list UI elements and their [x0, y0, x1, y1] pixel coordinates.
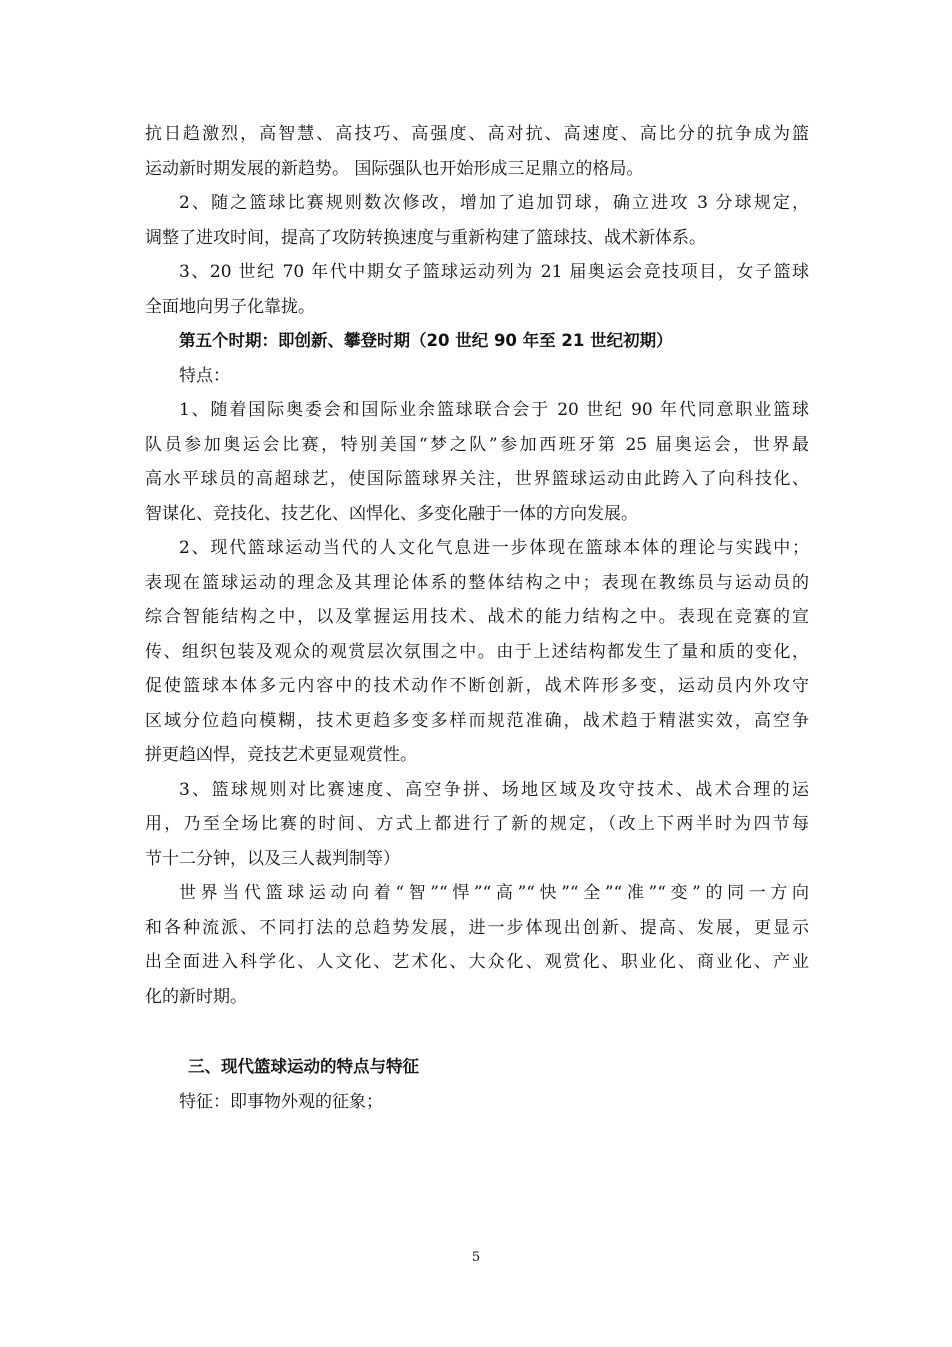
paragraph-line: 和各种流派、不同打法的总趋势发展，进一步体现出创新、提高、发展，更显示: [145, 917, 809, 938]
paragraph-line: 用，乃至全场比赛的时间、方式上都进行了新的规定，（改上下两半时为四节每: [145, 814, 809, 834]
paragraph-line: 调整了进攻时间，提高了攻防转换速度与重新构建了篮球技、战术新体系。: [145, 227, 706, 248]
document-body: [145, 117, 809, 1119]
paragraph-line: 全面地向男子化靠拢。: [145, 296, 315, 317]
paragraph-line: 1、随着国际奥委会和国际业余篮球联合会于 20 世纪 90 年代同意职业篮球: [179, 400, 809, 420]
paragraph-line: 高水平球员的高超球艺，使国际篮球界关注，世界篮球运动由此跨入了向科技化、: [145, 469, 809, 489]
paragraph-line: 2、随之篮球比赛规则数次修改，增加了追加罚球，确立进攻 3 分球规定，: [179, 193, 809, 213]
paragraph-line: 智谋化、竞技化、技艺化、凶悍化、多变化融于一体的方向发展。: [145, 503, 638, 524]
paragraph-line: 化的新时期。: [145, 986, 247, 1007]
paragraph-line: 3、篮球规则对比赛速度、高空争拼、场地区域及攻守技术、战术合理的运: [179, 779, 809, 800]
features-label: 特点：: [179, 365, 230, 386]
paragraph-line: 拼更趋凶悍，竞技艺术更显观赏性。: [145, 745, 417, 765]
paragraph-line: 队员参加奥运会比赛，特别美国“梦之队”参加西班牙第 25 届奥运会，世界最: [145, 434, 809, 455]
paragraph-line: 2、现代篮球运动当代的人文化气息进一步体现在篮球本体的理论与实践中；: [179, 538, 809, 558]
paragraph-line: 综合智能结构之中，以及掌握运用技术、战术的能力结构之中。表现在竞赛的宣: [145, 607, 809, 627]
paragraph-line: 世界当代篮球运动向着“智”“悍”“高”“快”“全”“准”“变”的同一方向: [179, 883, 809, 903]
paragraph-line: 运动新时期发展的新趋势。 国际强队也开始形成三足鼎立的格局。: [145, 158, 644, 179]
period-heading: 第五个时期：即创新、攀登时期（20 世纪 90 年至 21 世纪初期）: [179, 331, 673, 350]
paragraph-line: 特征：即事物外观的征象；: [179, 1091, 383, 1112]
paragraph-line: 节十二分钟，以及三人裁判制等）: [145, 848, 400, 869]
paragraph-line: 区域分位趋向模糊，技术更趋多变多样而规范准确，战术趋于精湛实效，高空争: [145, 710, 809, 731]
paragraph-line: 出全面进入科学化、人文化、艺术化、大众化、观赏化、职业化、商业化、产业: [145, 952, 809, 972]
section-heading: 三、现代篮球运动的特点与特征: [188, 1057, 419, 1076]
paragraph-line: 表现在篮球运动的理念及其理论体系的整体结构之中；表现在教练员与运动员的: [145, 572, 809, 593]
paragraph-line: 传、组织包装及观众的观赏层次氛围之中。由于上述结构都发生了量和质的变化，: [145, 641, 809, 662]
paragraph-line: 3、20 世纪 70 年代中期女子篮球运动列为 21 届奥运会竞技项目，女子篮球: [179, 262, 809, 282]
section-gap: [145, 1014, 809, 1050]
paragraph-line: 抗日趋激烈，高智慧、高技巧、高强度、高对抗、高速度、高比分的抗争成为篮: [145, 124, 809, 144]
paragraph-line: 促使篮球本体多元内容中的技术动作不断创新，战术阵形多变，运动员内外攻守: [145, 676, 809, 696]
page-number: 5: [471, 1250, 481, 1265]
